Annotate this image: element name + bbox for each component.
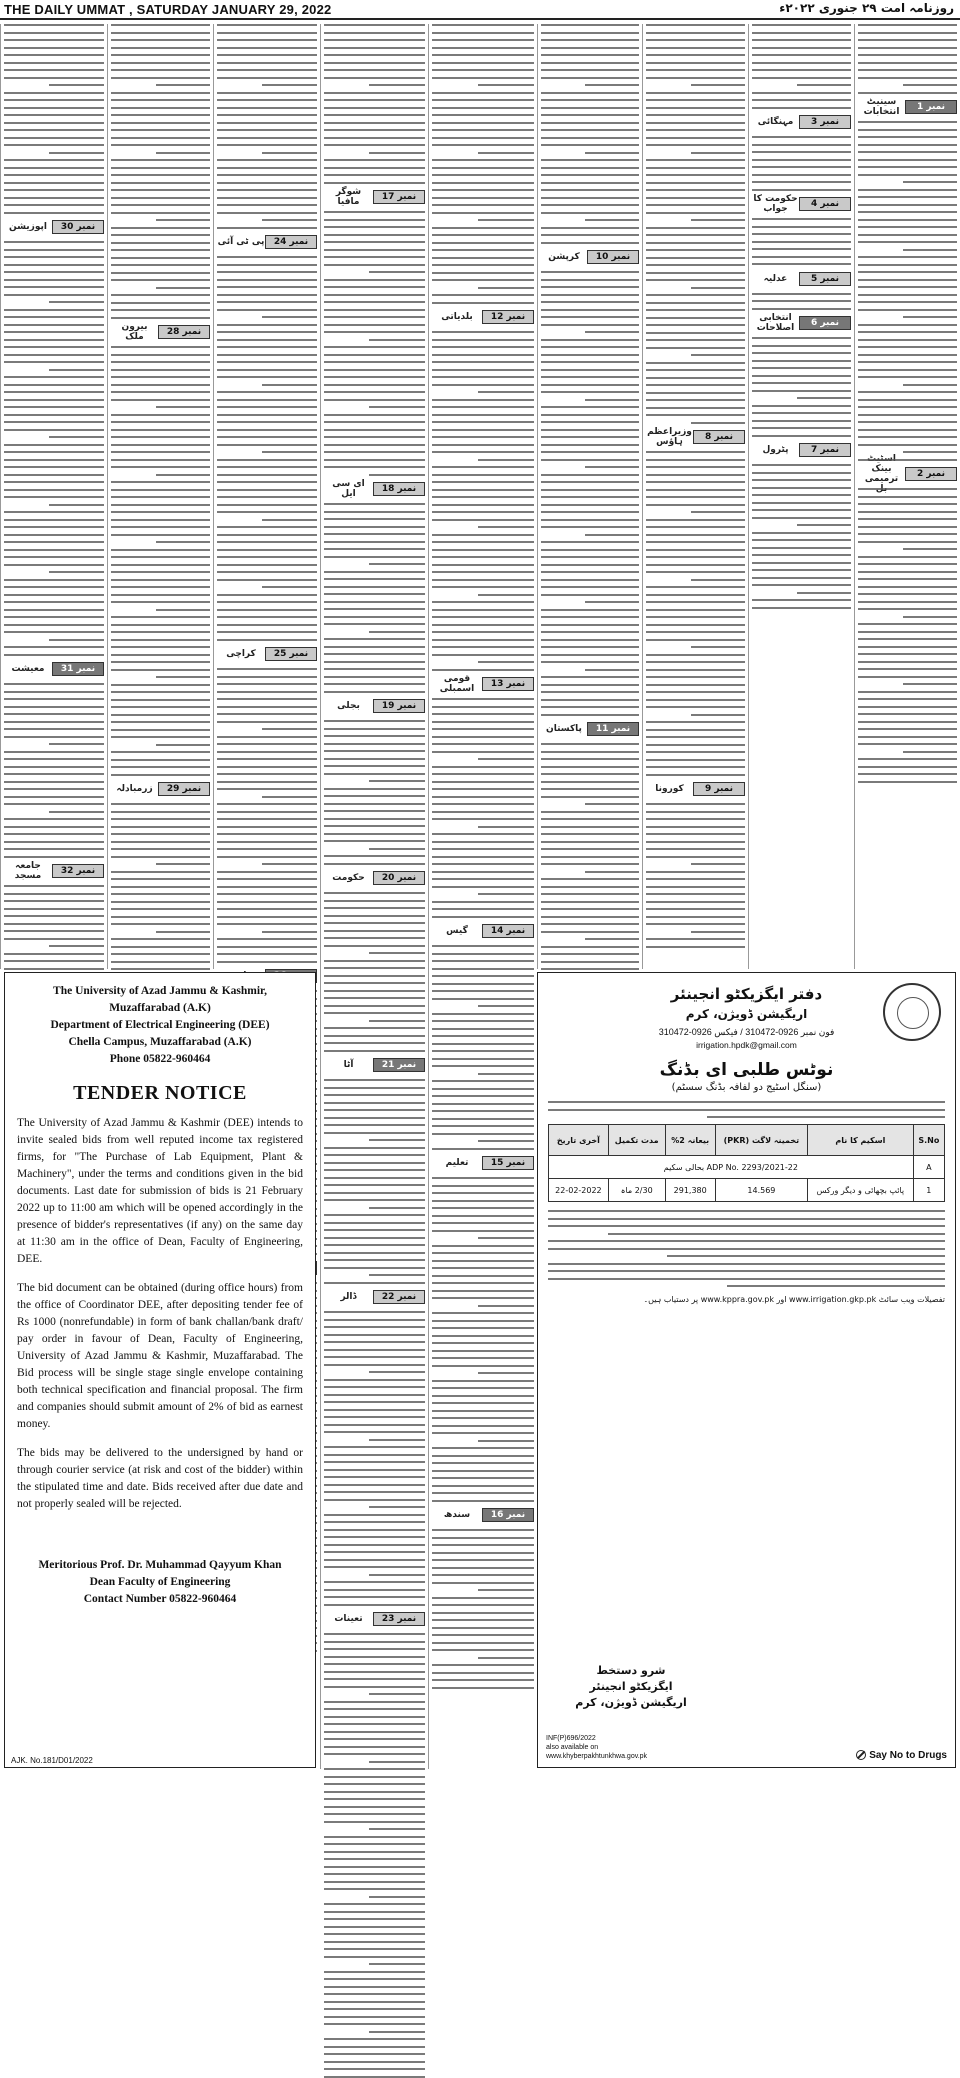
article-text [646, 803, 745, 948]
article-text [4, 24, 104, 214]
column-3 [642, 24, 748, 969]
article-text [541, 271, 639, 716]
table-cell: A [913, 1156, 944, 1179]
section-number-badge: نمبر 11 [587, 722, 639, 736]
section-number-badge: نمبر 22 [373, 1290, 425, 1304]
section-heading [217, 234, 317, 250]
irrigation-title: نوٹس طلبی ای بڈنگ [659, 1060, 834, 1080]
column-1 [854, 24, 960, 969]
government-emblem-icon [883, 983, 941, 1041]
no-drugs-icon [856, 1750, 866, 1760]
tender-paragraph-1: The University of Azad Jammu & Kashmir (DEE) intends to invite sealed bids from well reputed income tax registered firms, for "The Purchase of Lab Equipment, Plant & Machinery", under the terms and conditions given in the bid documents. Last date for submission of bids is 21 February 2022 up to 11:00 am which will be opened accordingly in the presence of bidder's representatives (if any) on the same day at 11:30 am in the office of Dean, Faculty of Engineering, DEE. [17, 1117, 303, 1265]
tender-paragraph-2: The bid document can be obtained (during office hours) from the office of Coordinator DEE, after depositing tender fee of Rs 1000 (nonrefundable) in form of bank challan/bank draft/ pay order in favour of Dean, Faculty of Engineering, University of Azad Jammu & Kashmir, Muzaffarabad. The Bid process will be single stage single envelope containing both technical specification and financial proposal. The firm and companies should submit amount of 2% of bid as earnest money. [17, 1282, 303, 1430]
section-number-badge: نمبر 12 [482, 310, 534, 324]
section-heading [217, 646, 317, 662]
section-number-badge: نمبر 21 [373, 1058, 425, 1072]
irrigation-signature [556, 1663, 706, 1711]
table-row [549, 1179, 945, 1202]
section-number-badge: نمبر 20 [373, 871, 425, 885]
section-number-badge: نمبر 24 [265, 235, 317, 249]
section-heading [752, 196, 851, 212]
section-title: پٹرول [762, 445, 789, 455]
section-heading [752, 442, 851, 458]
article-text [432, 698, 534, 918]
table-row [549, 1156, 945, 1179]
section-title: حکومت کا جواب [753, 194, 798, 214]
section-number-badge: نمبر 7 [799, 443, 851, 457]
section-number-badge: نمبر 1 [905, 100, 957, 114]
section-heading [432, 676, 534, 692]
tender-sign-name: Meritorious Prof. Dr. Muhammad Qayyum Khan [38, 1559, 282, 1571]
irrigation-also-available: also available on [546, 1744, 599, 1751]
article-text [752, 136, 851, 191]
masthead [0, 0, 960, 20]
section-title: معیشت [11, 664, 45, 674]
irrigation-schedule-table [548, 1124, 945, 1202]
section-number-badge: نمبر 13 [482, 677, 534, 691]
section-heading [752, 271, 851, 287]
table-cell: ADP No. 2293/2021-22 بحالی سکیم [549, 1156, 914, 1179]
article-text [324, 1311, 425, 1606]
section-heading [646, 429, 745, 445]
irrigation-email: irrigation.hpdk@gmail.com [696, 1040, 797, 1050]
irrigation-sign-3: اریگیشن ڈویژن، کرم [575, 1696, 687, 1709]
section-number-badge: نمبر 16 [482, 1508, 534, 1522]
section-heading [432, 1155, 534, 1171]
article-text [4, 683, 104, 858]
article-text [217, 24, 317, 229]
article-text [111, 346, 210, 776]
section-heading [324, 1611, 425, 1627]
section-title: تعلیم [445, 1158, 469, 1168]
article-text [111, 24, 210, 319]
section-heading [111, 324, 210, 340]
irrigation-footer-ref [546, 1734, 647, 1761]
article-text [646, 24, 745, 424]
tender-paragraph-3: The bids may be delivered to the undersigned by hand or through courier service (at risk and cost of the bidder) within the stipulated time and date. Bids received after due date and not properly sealed will be rejected. [17, 1447, 303, 1510]
article-text [752, 24, 851, 109]
irrigation-terms-text [548, 1210, 945, 1287]
section-title: بلدیاتی [441, 312, 473, 322]
article-text [752, 464, 851, 609]
section-number-badge: نمبر 29 [158, 782, 210, 796]
section-heading [4, 863, 104, 879]
article-text [432, 1177, 534, 1502]
tender-phone: Phone 05822-960464 [109, 1053, 211, 1065]
section-heading [324, 481, 425, 497]
table-header: مدت تکمیل [608, 1125, 665, 1156]
article-text [432, 1529, 534, 1689]
section-number-badge: نمبر 15 [482, 1156, 534, 1170]
section-number-badge: نمبر 25 [265, 647, 317, 661]
section-heading [324, 1289, 425, 1305]
tender-sign-title: Dean Faculty of Engineering [89, 1576, 231, 1588]
section-number-badge: نمبر 3 [799, 115, 851, 129]
section-number-badge: نمبر 31 [52, 662, 104, 676]
section-title: جامعہ مسجد [14, 861, 42, 881]
section-heading [324, 698, 425, 714]
irrigation-subtitle: (سنگل اسٹیج دو لفافہ بڈنگ سسٹم) [671, 1082, 822, 1093]
article-text [217, 668, 317, 963]
section-heading [111, 781, 210, 797]
column-8 [107, 24, 213, 969]
article-text [432, 24, 534, 304]
article-text [432, 331, 534, 671]
section-title: سینیٹ انتخابات [863, 97, 900, 117]
masthead-english: THE DAILY UMMAT , SATURDAY JANUARY 29, 2022 [4, 2, 332, 17]
say-no-to-drugs-text: Say No to Drugs [869, 1750, 947, 1761]
section-title: عدلیہ [763, 273, 788, 284]
column-9 [0, 24, 107, 969]
tender-signature [17, 1557, 303, 1608]
table-cell: 2/30 ماہ [608, 1179, 665, 1202]
tender-university: The University of Azad Jammu & Kashmir, Muzaffarabad (A.K) [53, 985, 267, 1014]
section-heading [858, 466, 957, 482]
section-heading [432, 309, 534, 325]
table-header: S.No [913, 1125, 944, 1156]
section-heading [4, 219, 104, 235]
section-number-badge: نمبر 19 [373, 699, 425, 713]
tender-reference: AJK. No.181/D01/2022 [11, 1756, 93, 1765]
section-heading [646, 781, 745, 797]
column-6 [320, 24, 428, 1769]
section-heading [324, 1057, 425, 1073]
section-number-badge: نمبر 18 [373, 482, 425, 496]
tender-notice [4, 972, 316, 1768]
section-heading [858, 99, 957, 115]
irrigation-sign-2: ایگزیکٹو انجینئر [589, 1680, 673, 1693]
tender-campus: Chella Campus, Muzaffarabad (A.K) [68, 1036, 252, 1048]
table-header-row [549, 1125, 945, 1156]
section-heading [541, 249, 639, 265]
section-title: اپوزیشن [9, 222, 47, 232]
tender-department: Department of Electrical Engineering (DEE) [50, 1019, 270, 1031]
section-title: قومی اسمبلی [439, 674, 475, 694]
section-number-badge: نمبر 23 [373, 1612, 425, 1626]
section-title: بینک ترمیمی [864, 464, 899, 484]
table-header: اسکیم کا نام [808, 1125, 914, 1156]
section-title: ڈالر [340, 1292, 357, 1302]
table-header: آخری تاریخ [549, 1125, 609, 1156]
irrigation-website: www.khyberpakhtunkhwa.gov.pk [546, 1753, 648, 1760]
section-heading [4, 661, 104, 677]
section-title: پاکستان [546, 724, 582, 734]
section-title: بیرون ملک [121, 322, 148, 342]
article-text [217, 256, 317, 641]
irrigation-inf-number: INF(P)696/2022 [546, 1735, 596, 1742]
section-number-badge: نمبر 17 [373, 190, 425, 204]
section-title: تعینات [334, 1614, 363, 1624]
section-title: سندھ [443, 1510, 471, 1520]
section-heading [541, 721, 639, 737]
section-title: کورونا [655, 784, 684, 794]
column-7 [213, 24, 320, 969]
article-text [646, 451, 745, 776]
section-number-badge: نمبر 14 [482, 924, 534, 938]
tender-sign-contact: Contact Number 05822-960464 [83, 1593, 237, 1605]
section-number-badge: نمبر 2 [905, 467, 957, 481]
article-text [858, 488, 957, 783]
section-heading [752, 114, 851, 130]
article-text [858, 24, 957, 94]
say-no-to-drugs [856, 1748, 947, 1761]
section-number-badge: نمبر 30 [52, 220, 104, 234]
irrigation-division: اریگیشن ڈویژن، کرم [685, 1007, 808, 1021]
article-text [324, 892, 425, 1052]
article-text [752, 337, 851, 437]
section-heading [324, 870, 425, 886]
section-title: ای سی ایل [332, 479, 365, 499]
irrigation-contact: فون نمبر 0926-310472 / فیکس 0926-310472 [658, 1027, 835, 1037]
article-text [432, 945, 534, 1150]
section-title: حکومت [332, 873, 365, 883]
section-heading [752, 315, 851, 331]
article-text [324, 211, 425, 476]
table-cell: 1 [913, 1179, 944, 1202]
section-title: بجلی [337, 701, 360, 711]
section-title: کراچی [226, 649, 256, 659]
article-text [752, 218, 851, 265]
irrigation-department: دفتر ایگزیکٹو انجینئر [670, 985, 823, 1003]
article-text [541, 24, 639, 244]
section-title: پی ٹی آئی [217, 237, 265, 247]
tender-title: TENDER NOTICE [73, 1082, 247, 1104]
section-number-badge: نمبر 32 [52, 864, 104, 878]
irrigation-ebidding-notice [537, 972, 956, 1768]
irrigation-sign-1: شرو دستخط [596, 1664, 666, 1677]
table-cell: 22-02-2022 [549, 1179, 609, 1202]
irrigation-intro-text [548, 1101, 945, 1118]
article-text [324, 1633, 425, 2078]
section-number-badge: نمبر 6 [799, 316, 851, 330]
section-title: شوگر مافیا [335, 187, 362, 207]
column-4 [537, 24, 642, 969]
section-title: وزیراعظم ہاؤس [647, 427, 692, 447]
section-number-badge: نمبر 9 [693, 782, 745, 796]
article-text [324, 24, 425, 184]
section-title: گیس [446, 926, 468, 936]
section-number-badge: نمبر 5 [799, 272, 851, 286]
section-heading [432, 923, 534, 939]
article-text [752, 293, 851, 310]
masthead-urdu: روزنامہ امت ۲۹ جنوری ۲۰۲۲ء [779, 1, 954, 15]
section-number-badge: نمبر 4 [799, 197, 851, 211]
section-title: مہنگائی [757, 117, 794, 127]
table-cell: 14.569 [715, 1179, 807, 1202]
article-text [324, 720, 425, 865]
table-cell: 291,380 [665, 1179, 715, 1202]
article-text [324, 503, 425, 693]
section-number-badge: نمبر 28 [158, 325, 210, 339]
section-title: انتخابی اصلاحات [756, 313, 795, 333]
section-title: کرپشن [548, 252, 580, 262]
section-title: آٹا [343, 1060, 354, 1070]
column-5 [428, 24, 537, 1769]
section-heading [324, 189, 425, 205]
table-header: تخمینہ لاگت (PKR) [715, 1125, 807, 1156]
article-text [4, 241, 104, 656]
section-number-badge: نمبر 10 [587, 250, 639, 264]
section-title: زرمبادلہ [116, 784, 153, 794]
section-heading [432, 1507, 534, 1523]
article-text [858, 121, 957, 461]
table-header: بیعانہ 2% [665, 1125, 715, 1156]
column-2 [748, 24, 854, 969]
irrigation-website-note: تفصیلات ویب سائٹ www.irrigation.gkp.pk اور www.kppra.gov.pk پر دستیاب ہیں۔ [643, 1295, 945, 1304]
section-number-badge: نمبر 8 [693, 430, 745, 444]
table-cell: پائپ بچھائی و دیگر ورکس [808, 1179, 914, 1202]
article-text [324, 1079, 425, 1284]
